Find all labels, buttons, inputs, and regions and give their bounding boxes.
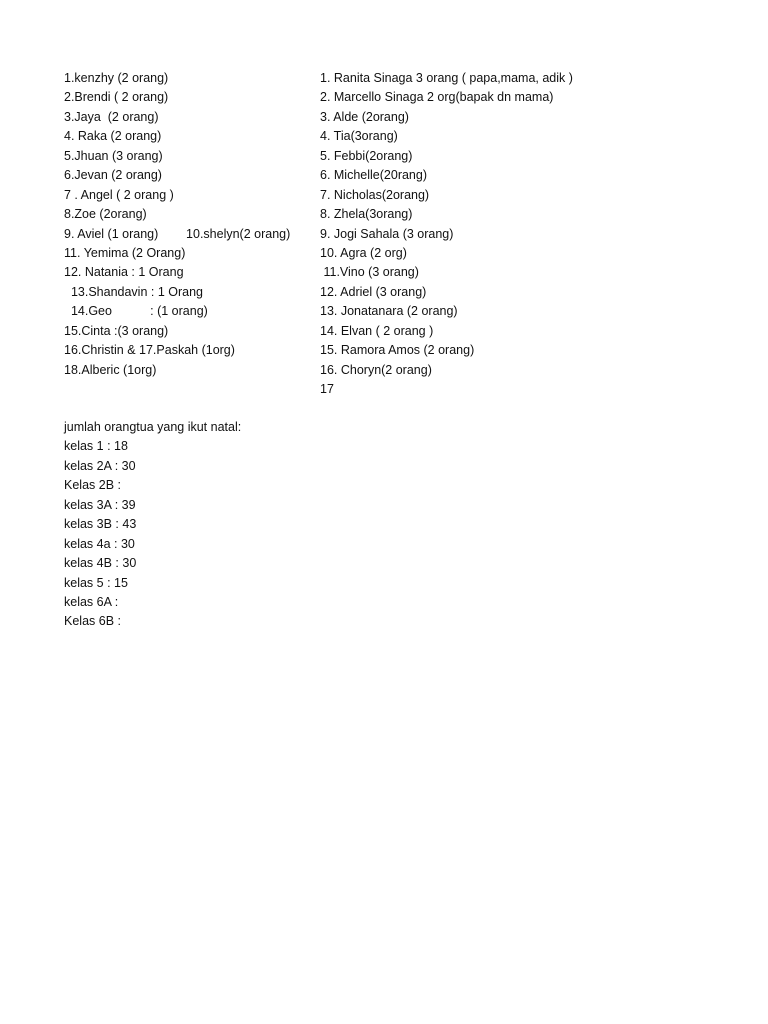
list-item: 2. Marcello Sinaga 2 org(bapak dn mama) bbox=[320, 90, 554, 105]
summary-line: kelas 3B : 43 bbox=[64, 517, 137, 532]
list-item: 5.Jhuan (3 orang) bbox=[64, 148, 163, 163]
list-item: 2.Brendi ( 2 orang) bbox=[64, 90, 169, 105]
list-item: 11. Yemima (2 Orang) bbox=[64, 245, 186, 260]
summary-line: kelas 6A : bbox=[64, 594, 119, 609]
parent-count-summary bbox=[64, 418, 364, 632]
list-item: 13.Shandavin : 1 Orang bbox=[64, 284, 203, 299]
list-item: 18.Alberic (1org) bbox=[64, 362, 157, 377]
summary-line: kelas 2A : 30 bbox=[64, 458, 136, 473]
list-item: 8.Zoe (2orang) bbox=[64, 207, 147, 222]
summary-line: kelas 4B : 30 bbox=[64, 556, 137, 571]
summary-line: Kelas 2B : bbox=[64, 478, 121, 493]
list-item: 5. Febbi(2orang) bbox=[320, 148, 413, 163]
list-item: 15.Cinta :(3 orang) bbox=[64, 323, 169, 338]
list-item: 6. Michelle(20rang) bbox=[320, 168, 427, 183]
list-item: 11.Vino (3 orang) bbox=[320, 265, 419, 280]
list-item: 1.kenzhy (2 orang) bbox=[64, 71, 169, 85]
list-item: 3.Jaya (2 orang) bbox=[64, 109, 159, 124]
list-item: 10. Agra (2 org) bbox=[320, 245, 407, 260]
list-item: 4. Raka (2 orang) bbox=[64, 129, 162, 144]
list-item: 7. Nicholas(2orang) bbox=[320, 187, 430, 202]
summary-line: kelas 3A : 39 bbox=[64, 497, 136, 512]
summary-line: kelas 5 : 15 bbox=[64, 575, 128, 590]
list-item: 14. Elvan ( 2 orang ) bbox=[320, 323, 434, 338]
list-item: 9. Aviel (1 orang) 10.shelyn(2 orang) bbox=[64, 226, 291, 241]
summary-line: kelas 1 : 18 bbox=[64, 439, 128, 454]
list-item: 9. Jogi Sahala (3 orang) bbox=[320, 226, 454, 241]
list-item: 1. Ranita Sinaga 3 orang ( papa,mama, adik ) bbox=[320, 71, 573, 85]
list-item: 17 bbox=[320, 382, 334, 396]
list-item: 6.Jevan (2 orang) bbox=[64, 168, 162, 183]
list-item: 13. Jonatanara (2 orang) bbox=[320, 304, 458, 319]
list-item: 7 . Angel ( 2 orang ) bbox=[64, 187, 174, 202]
summary-line: Kelas 6B : bbox=[64, 614, 121, 629]
list-item: 16. Choryn(2 orang) bbox=[320, 362, 432, 377]
left-attendee-list bbox=[64, 69, 314, 380]
list-item: 16.Christin & 17.Paskah (1org) bbox=[64, 343, 235, 358]
summary-heading: jumlah orangtua yang ikut natal: bbox=[64, 420, 242, 434]
list-item: 15. Ramora Amos (2 orang) bbox=[320, 343, 475, 358]
right-attendee-list bbox=[320, 69, 620, 399]
list-item: 14.Geo : (1 orang) bbox=[64, 304, 208, 319]
list-item: 12. Adriel (3 orang) bbox=[320, 284, 427, 299]
list-item: 3. Alde (2orang) bbox=[320, 109, 409, 124]
list-item: 8. Zhela(3orang) bbox=[320, 207, 413, 222]
list-item: 4. Tia(3orang) bbox=[320, 129, 398, 144]
summary-line: kelas 4a : 30 bbox=[64, 536, 135, 551]
list-item: 12. Natania : 1 Orang bbox=[64, 265, 184, 280]
